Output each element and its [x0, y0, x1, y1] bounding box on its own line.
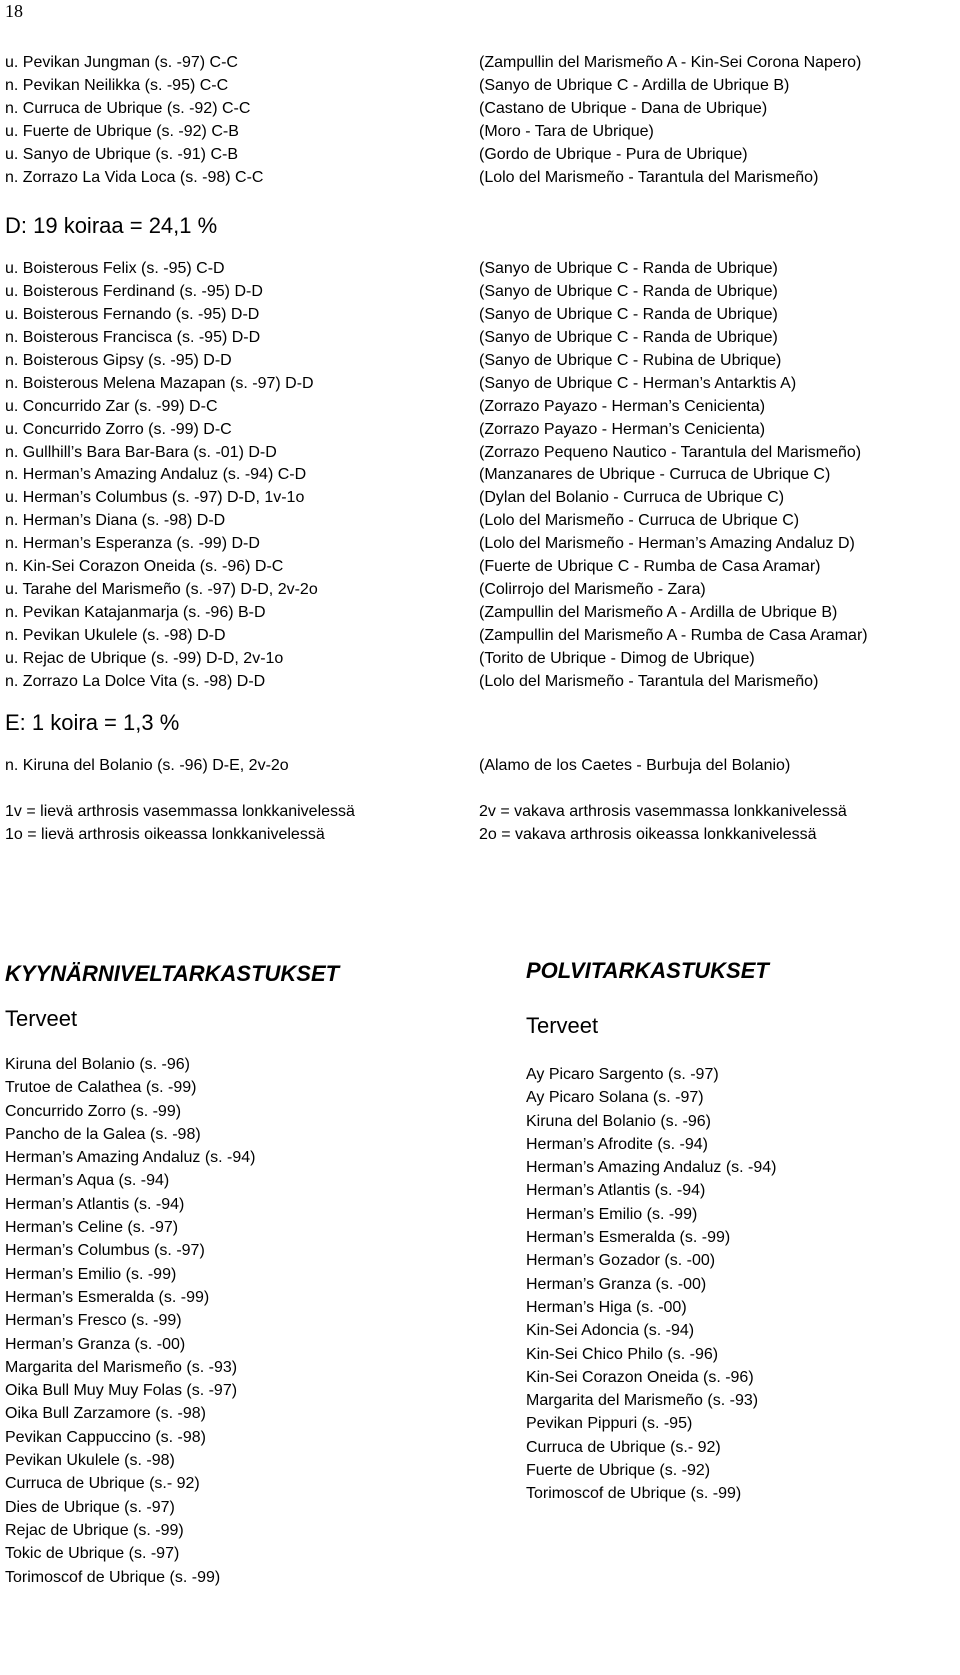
dog-entry-right: (Sanyo de Ubrique C - Randa de Ubrique) — [479, 305, 778, 323]
dog-entry-right: (Colirrojo del Marismeño - Zara) — [479, 581, 706, 599]
elbow-healthy-item: Margarita del Marismeño (s. -93) — [5, 1358, 238, 1376]
dog-entry-left: n. Boisterous Gipsy (s. -95) D-D — [5, 351, 232, 369]
dog-entry-left: u. Concurrido Zar (s. -99) D-C — [5, 397, 218, 415]
arthrosis-legend — [5, 801, 955, 847]
elbow-section-title: KYYNÄRNIVELTARKASTUKSET — [5, 961, 340, 986]
dog-entry-left: n. Boisterous Melena Mazapan (s. -97) D-D — [5, 374, 314, 392]
dog-entry — [5, 419, 955, 442]
dog-entry-left: n. Pevikan Katajanmarja (s. -96) B-D — [5, 604, 266, 622]
dog-entry — [5, 258, 955, 281]
dog-entry — [5, 648, 955, 671]
dog-entry-right: (Sanyo de Ubrique C - Rubina de Ubrique) — [479, 351, 782, 369]
legend-row-left: 1v = lievä arthrosis vasemmassa lonkkanivelessä — [5, 803, 355, 820]
knee-healthy-item: Kin-Sei Chico Philo (s. -96) — [526, 1345, 719, 1363]
dog-entry-left: n. Zorrazo La Vida Loca (s. -98) C-C — [5, 168, 264, 186]
dog-entry-left: n. Boisterous Francisca (s. -95) D-D — [5, 328, 261, 346]
dog-entry-right: (Zampullin del Marismeño A - Kin-Sei Corona Napero) — [479, 54, 862, 71]
group-d-list — [5, 258, 955, 694]
knee-healthy-item: Margarita del Marismeño (s. -93) — [526, 1392, 759, 1410]
elbow-healthy-item: Pevikan Cappuccino (s. -98) — [5, 1428, 206, 1446]
dog-entry — [5, 121, 955, 144]
dog-entry — [5, 510, 955, 533]
dog-entry — [5, 464, 955, 487]
elbow-healthy-item: Herman’s Esmeralda (s. -99) — [5, 1288, 210, 1306]
dog-entry — [5, 487, 955, 510]
knee-healthy-item: Herman’s Atlantis (s. -94) — [526, 1182, 706, 1200]
elbow-healthy-item: Tokic de Ubrique (s. -97) — [5, 1545, 180, 1563]
dog-entry-left: n. Kin-Sei Corazon Oneida (s. -96) D-C — [5, 558, 284, 576]
dog-entry-left: n. Curruca de Ubrique (s. -92) C-C — [5, 99, 251, 117]
dog-entry — [5, 625, 955, 648]
group-e-list — [5, 755, 955, 778]
elbow-healthy-item: Herman’s Celine (s. -97) — [5, 1219, 179, 1237]
dog-entry-right: (Sanyo de Ubrique C - Herman’s Antarktis A) — [479, 374, 797, 392]
dog-entry-left: u. Boisterous Fernando (s. -95) D-D — [5, 305, 260, 323]
dog-entry-left: u. Fuerte de Ubrique (s. -92) C-B — [5, 122, 239, 140]
dog-entry — [5, 144, 955, 167]
dog-entry-right: (Zorrazo Payazo - Herman’s Cenicienta) — [479, 420, 766, 438]
elbow-healthy-item: Curruca de Ubrique (s.- 92) — [5, 1475, 200, 1493]
dog-entry-left: u. Boisterous Ferdinand (s. -95) D-D — [5, 282, 263, 300]
dog-entry — [5, 579, 955, 602]
legend-row-right: 2v = vakava arthrosis vasemmassa lonkkanivelessä — [479, 803, 847, 820]
dog-entry-left: u. Sanyo de Ubrique (s. -91) C-B — [5, 145, 238, 163]
elbow-healthy-item: Kiruna del Bolanio (s. -96) — [5, 1056, 190, 1073]
dog-entry-right: (Sanyo de Ubrique C - Ardilla de Ubrique B) — [479, 76, 790, 94]
dog-entry-left: n. Herman’s Diana (s. -98) D-D — [5, 512, 226, 530]
dog-entry-left: n. Herman’s Esperanza (s. -99) D-D — [5, 535, 260, 553]
dog-entry-right: (Sanyo de Ubrique C - Randa de Ubrique) — [479, 328, 778, 346]
dog-entry-right: (Zorrazo Pequeno Nautico - Tarantula del Marismeño) — [479, 443, 862, 461]
dog-entry-right: (Lolo del Marismeño - Curruca de Ubrique C) — [479, 512, 800, 530]
elbow-healthy-item: Herman’s Atlantis (s. -94) — [5, 1195, 185, 1213]
dog-entry-right: (Lolo del Marismeño - Herman’s Amazing Andaluz D) — [479, 535, 855, 553]
knee-healthy-item: Herman’s Granza (s. -00) — [526, 1275, 707, 1293]
group-e-heading: E: 1 koira = 1,3 % — [5, 710, 180, 735]
dog-entry — [5, 304, 955, 327]
legend-row-left: 1o = lievä arthrosis oikeassa lonkkanivelessä — [5, 825, 325, 843]
knee-healthy-item: Herman’s Emilio (s. -99) — [526, 1205, 698, 1223]
knee-healthy-item: Herman’s Amazing Andaluz (s. -94) — [526, 1159, 777, 1177]
dog-entry-left: n. Kiruna del Bolanio (s. -96) D-E, 2v-2o — [5, 757, 289, 774]
elbow-healthy-item: Herman’s Granza (s. -00) — [5, 1335, 186, 1353]
knee-healthy-item: Herman’s Gozador (s. -00) — [526, 1252, 716, 1270]
knee-healthy-item: Kin-Sei Corazon Oneida (s. -96) — [526, 1368, 754, 1386]
elbow-healthy-item: Herman’s Amazing Andaluz (s. -94) — [5, 1149, 256, 1167]
dog-entry-right: (Torito de Ubrique - Dimog de Ubrique) — [479, 649, 755, 667]
dog-entry-right: (Zorrazo Payazo - Herman’s Cenicienta) — [479, 397, 766, 415]
dog-entry-right: (Zampullin del Marismeño A - Ardilla de Ubrique B) — [479, 604, 838, 622]
legend-row-right: 2o = vakava arthrosis oikeassa lonkkanivelessä — [479, 825, 817, 843]
dog-entry-left: u. Boisterous Felix (s. -95) C-D — [5, 260, 225, 277]
knee-healthy-item: Kin-Sei Adoncia (s. -94) — [526, 1322, 695, 1340]
dog-entry — [5, 396, 955, 419]
elbow-healthy-item: Rejac de Ubrique (s. -99) — [5, 1521, 184, 1539]
dog-entry — [5, 755, 955, 778]
dog-entry-right: (Gordo de Ubrique - Pura de Ubrique) — [479, 145, 748, 163]
dog-entry-right: (Alamo de los Caetes - Burbuja del Bolanio) — [479, 757, 791, 774]
dog-entry-right: (Castano de Ubrique - Dana de Ubrique) — [479, 99, 768, 117]
knee-healthy-item: Herman’s Esmeralda (s. -99) — [526, 1229, 731, 1247]
elbow-healthy-item: Dies de Ubrique (s. -97) — [5, 1498, 175, 1516]
dog-entry-left: n. Herman’s Amazing Andaluz (s. -94) C-D — [5, 466, 307, 484]
knee-healthy-item: Ay Picaro Sargento (s. -97) — [526, 1066, 719, 1083]
dog-entry — [5, 327, 955, 350]
dog-entry — [5, 281, 955, 304]
dog-entry — [5, 75, 955, 98]
elbow-healthy-item: Herman’s Aqua (s. -94) — [5, 1172, 170, 1190]
knee-healthy-subtitle: Terveet — [526, 1013, 599, 1038]
dog-entry-right: (Sanyo de Ubrique C - Randa de Ubrique) — [479, 282, 778, 300]
elbow-healthy-item: Trutoe de Calathea (s. -99) — [5, 1079, 197, 1097]
knee-healthy-list — [526, 1063, 776, 1506]
group-c-list — [5, 52, 955, 190]
elbow-healthy-item: Herman’s Columbus (s. -97) — [5, 1242, 205, 1260]
dog-entry-right: (Zampullin del Marismeño A - Rumba de Casa Aramar) — [479, 627, 868, 644]
knee-healthy-item: Herman’s Higa (s. -00) — [526, 1298, 687, 1316]
elbow-healthy-item: Herman’s Fresco (s. -99) — [5, 1312, 182, 1330]
dog-entry-right: (Manzanares de Ubrique - Curruca de Ubrique C) — [479, 466, 831, 484]
knee-healthy-item: Ay Picaro Solana (s. -97) — [526, 1089, 704, 1107]
dog-entry-right: (Lolo del Marismeño - Tarantula del Marismeño) — [479, 168, 819, 186]
dog-entry — [5, 350, 955, 373]
dog-entry-right: (Moro - Tara de Ubrique) — [479, 122, 654, 140]
knee-healthy-item: Pevikan Pippuri (s. -95) — [526, 1415, 693, 1433]
elbow-healthy-subtitle: Terveet — [5, 1006, 78, 1031]
elbow-healthy-list — [5, 1053, 255, 1589]
dog-entry-right: (Lolo del Marismeño - Tarantula del Marismeño) — [479, 672, 819, 690]
dog-entry — [5, 533, 955, 556]
elbow-healthy-item: Oika Bull Muy Muy Folas (s. -97) — [5, 1382, 238, 1400]
dog-entry — [5, 373, 955, 396]
group-d-heading: D: 19 koiraa = 24,1 % — [5, 213, 218, 238]
dog-entry-right: (Fuerte de Ubrique C - Rumba de Casa Aramar) — [479, 558, 821, 576]
dog-entry-right: (Dylan del Bolanio - Curruca de Ubrique C) — [479, 489, 785, 507]
dog-entry-left: u. Rejac de Ubrique (s. -99) D-D, 2v-1o — [5, 649, 284, 667]
elbow-healthy-item: Torimoscof de Ubrique (s. -99) — [5, 1568, 221, 1586]
dog-entry-left: n. Pevikan Ukulele (s. -98) D-D — [5, 627, 226, 644]
elbow-healthy-item: Herman’s Emilio (s. -99) — [5, 1265, 177, 1283]
dog-entry — [5, 167, 955, 190]
dog-entry-left: u. Tarahe del Marismeño (s. -97) D-D, 2v-2o — [5, 581, 318, 599]
knee-healthy-item: Herman’s Afrodite (s. -94) — [526, 1135, 708, 1153]
dog-entry — [5, 556, 955, 579]
dog-entry-right: (Sanyo de Ubrique C - Randa de Ubrique) — [479, 260, 778, 277]
dog-entry-left: u. Herman’s Columbus (s. -97) D-D, 1v-1o — [5, 489, 305, 507]
dog-entry-left: n. Pevikan Neilikka (s. -95) C-C — [5, 76, 229, 94]
dog-entry-left: n. Zorrazo La Dolce Vita (s. -98) D-D — [5, 672, 266, 690]
knee-healthy-item: Curruca de Ubrique (s.- 92) — [526, 1438, 721, 1456]
dog-entry-left: n. Gullhill’s Bara Bar-Bara (s. -01) D-D — [5, 443, 277, 461]
elbow-healthy-item: Concurrido Zorro (s. -99) — [5, 1102, 182, 1120]
dog-entry — [5, 602, 955, 625]
dog-entry-left: u. Pevikan Jungman (s. -97) C-C — [5, 54, 238, 71]
dog-entry — [5, 442, 955, 465]
knee-healthy-item: Fuerte de Ubrique (s. -92) — [526, 1462, 711, 1480]
dog-entry — [5, 52, 955, 75]
legend-row — [5, 801, 955, 824]
elbow-healthy-item: Oika Bull Zarzamore (s. -98) — [5, 1405, 206, 1423]
knee-section-title: POLVITARKASTUKSET — [526, 958, 769, 983]
page-number: 18 — [5, 1, 23, 21]
elbow-healthy-item: Pancho de la Galea (s. -98) — [5, 1125, 201, 1143]
elbow-healthy-item: Pevikan Ukulele (s. -98) — [5, 1452, 175, 1470]
knee-healthy-item: Kiruna del Bolanio (s. -96) — [526, 1112, 711, 1130]
dog-entry — [5, 671, 955, 694]
knee-healthy-item: Torimoscof de Ubrique (s. -99) — [526, 1485, 742, 1503]
dog-entry-left: u. Concurrido Zorro (s. -99) D-C — [5, 420, 232, 438]
dog-entry — [5, 98, 955, 121]
legend-row — [5, 824, 955, 847]
